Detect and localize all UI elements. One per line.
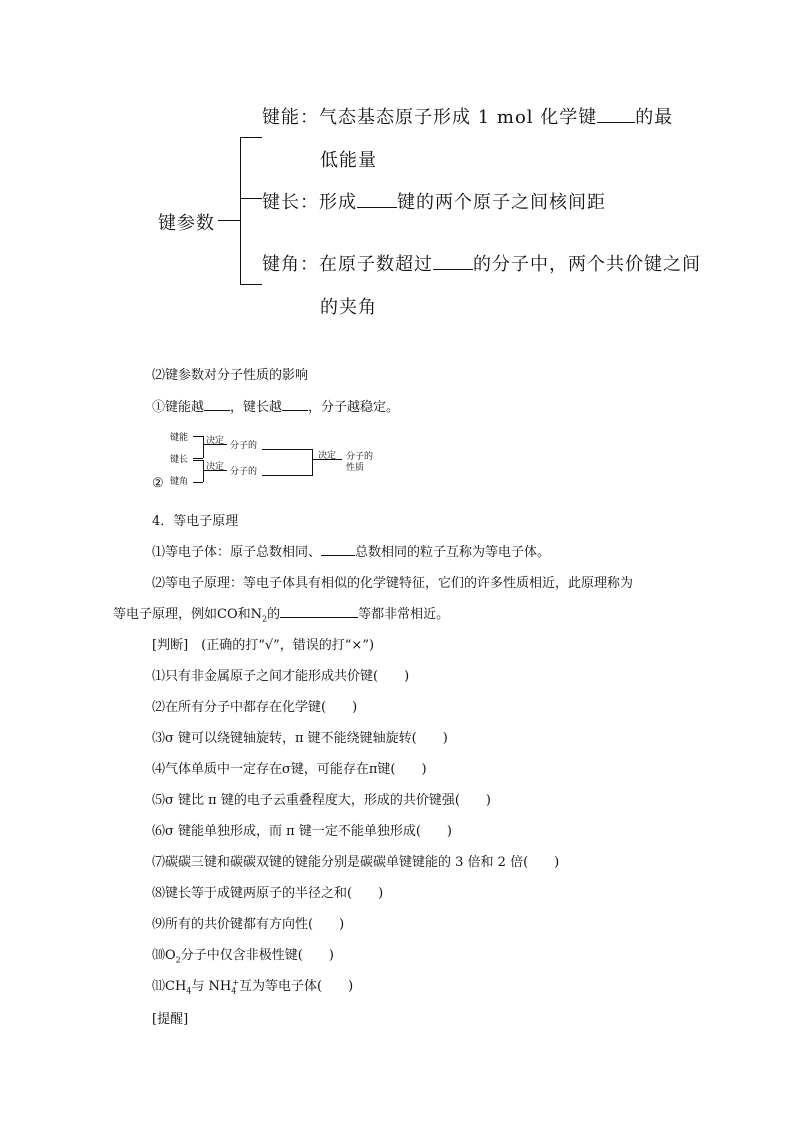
judge-item: ⑵在所有分子中都存在化学键( ): [152, 700, 358, 715]
bracket-top-arm: [240, 137, 262, 138]
bracket-vertical: [240, 137, 241, 284]
bond-length-text: 键长：形成: [262, 192, 357, 213]
section2-heading: ⑵键参数对分子性质的影响: [152, 368, 309, 383]
bond-angle-text: 键角：在原子数超过: [262, 254, 433, 275]
judge-item: ⑶σ 键可以绕键轴旋转，π 键不能绕键轴旋转( ): [152, 731, 448, 746]
bond-energy-line2: 低能量: [320, 150, 377, 171]
p3-mid: 的: [267, 607, 281, 622]
connector: [312, 449, 313, 476]
item11-superscript: +: [232, 977, 240, 987]
p3-subscript: 2: [261, 614, 268, 624]
result-line2: 性质: [346, 463, 365, 473]
judge-item: ⑸σ 键比 π 键的电子云重叠程度大，形成的共价键强( ): [152, 793, 491, 808]
item11-text: ⑾CH: [152, 979, 187, 994]
bracket-mid-arm: [240, 198, 262, 199]
section4-p3: [113, 603, 449, 624]
item11-subscript2: 4: [231, 986, 237, 996]
answer-blank: [280, 604, 358, 618]
molecule-of-2: 分子的: [230, 467, 258, 477]
judge-item: ⑼所有的共价键都有方向性( ): [152, 917, 345, 932]
p3-text: 等电子原理，例如CO和N: [113, 607, 262, 622]
item1-suffix: ，分子越稳定。: [308, 400, 400, 415]
answer-blank: [262, 449, 312, 450]
decide-label-3: 决定: [318, 451, 337, 461]
connector: [193, 460, 203, 461]
connector: [203, 436, 204, 458]
molecule-of-1: 分子的: [230, 441, 258, 451]
bond-length-definition: [262, 188, 606, 214]
connector: [193, 482, 203, 483]
answer-blank: [321, 542, 355, 556]
decide-label-2: 决定: [206, 462, 225, 472]
section2-item2-marker: ②: [152, 476, 164, 491]
item10-text: ⑽O: [152, 948, 176, 963]
bond-angle-suffix: 的分子中，两个共价键之间: [473, 254, 701, 275]
judge-item-10: [152, 944, 334, 965]
answer-blank: [357, 189, 397, 208]
item10-subscript: 2: [175, 955, 181, 965]
judge-heading: [判断] (正确的打“√”，错误的打“×”): [152, 638, 375, 653]
connector: [193, 436, 203, 437]
bond-angle-definition: [262, 250, 701, 276]
section4-p2: ⑵等电子原理：等电子体具有相似的化学键特征，它们的许多性质相近，此原理称为: [152, 576, 634, 591]
judge-item: ⑺碳碳三键和碳碳双键的键能分别是碳碳单键键能的 3 倍和 2 倍( ): [152, 855, 560, 870]
bond-energy-definition: [262, 103, 673, 129]
bracket-bottom-arm: [240, 284, 262, 285]
section4-heading: 4．等电子原理: [152, 514, 239, 529]
item10-suffix: 分子中仅含非极性键( ): [180, 948, 334, 963]
connector: [203, 460, 204, 482]
bond-angle-line2: 的夹角: [320, 297, 377, 318]
section2-item1: [152, 396, 399, 415]
answer-blank: [433, 251, 473, 270]
small-bond-angle: 键角: [170, 477, 189, 487]
item11-mid: 与 NH: [191, 979, 232, 994]
p1-suffix: 总数相同的粒子互称为等电子体。: [355, 545, 551, 560]
judge-item-11: [152, 975, 353, 996]
reminder-label: [提醒]: [152, 1012, 189, 1027]
result-line1: 分子的: [346, 452, 374, 462]
judge-item: ⑷气体单质中一定存在σ键，可能存在π键( ): [152, 762, 427, 777]
diagram-root-label: 键参数: [158, 213, 215, 234]
connector: [193, 458, 203, 459]
bond-energy-suffix: 的最: [635, 107, 674, 128]
answer-blank: [597, 104, 635, 123]
p3-suffix: 等都非常相近。: [358, 607, 450, 622]
bond-energy-text: 键能：气态基态原子形成 1 mol 化学键: [262, 107, 598, 128]
section4-p1: [152, 541, 550, 560]
small-bond-energy: 键能: [170, 433, 189, 443]
judge-item: ⑹σ 键能单独形成，而 π 键一定不能单独形成( ): [152, 824, 452, 839]
item11-suffix: 互为等电子体( ): [239, 979, 354, 994]
decide-label-1: 决定: [206, 436, 225, 446]
answer-blank: [262, 475, 312, 476]
small-bond-length: 键长: [170, 455, 189, 465]
item11-subscript: 4: [186, 986, 192, 996]
bond-length-suffix: 键的两个原子之间核间距: [397, 192, 606, 213]
judge-item: ⑴只有非金属原子之间才能形成共价键( ): [152, 669, 410, 684]
judge-item: ⑻键长等于成键两原子的半径之和( ): [152, 886, 384, 901]
answer-blank: [282, 397, 308, 411]
root-connector: [218, 220, 240, 221]
answer-blank: [204, 397, 230, 411]
p1-text: ⑴等电子体：原子总数相同、: [152, 545, 322, 560]
item1-text: ①键能越: [152, 400, 205, 415]
item1-mid: ，键长越: [230, 400, 283, 415]
